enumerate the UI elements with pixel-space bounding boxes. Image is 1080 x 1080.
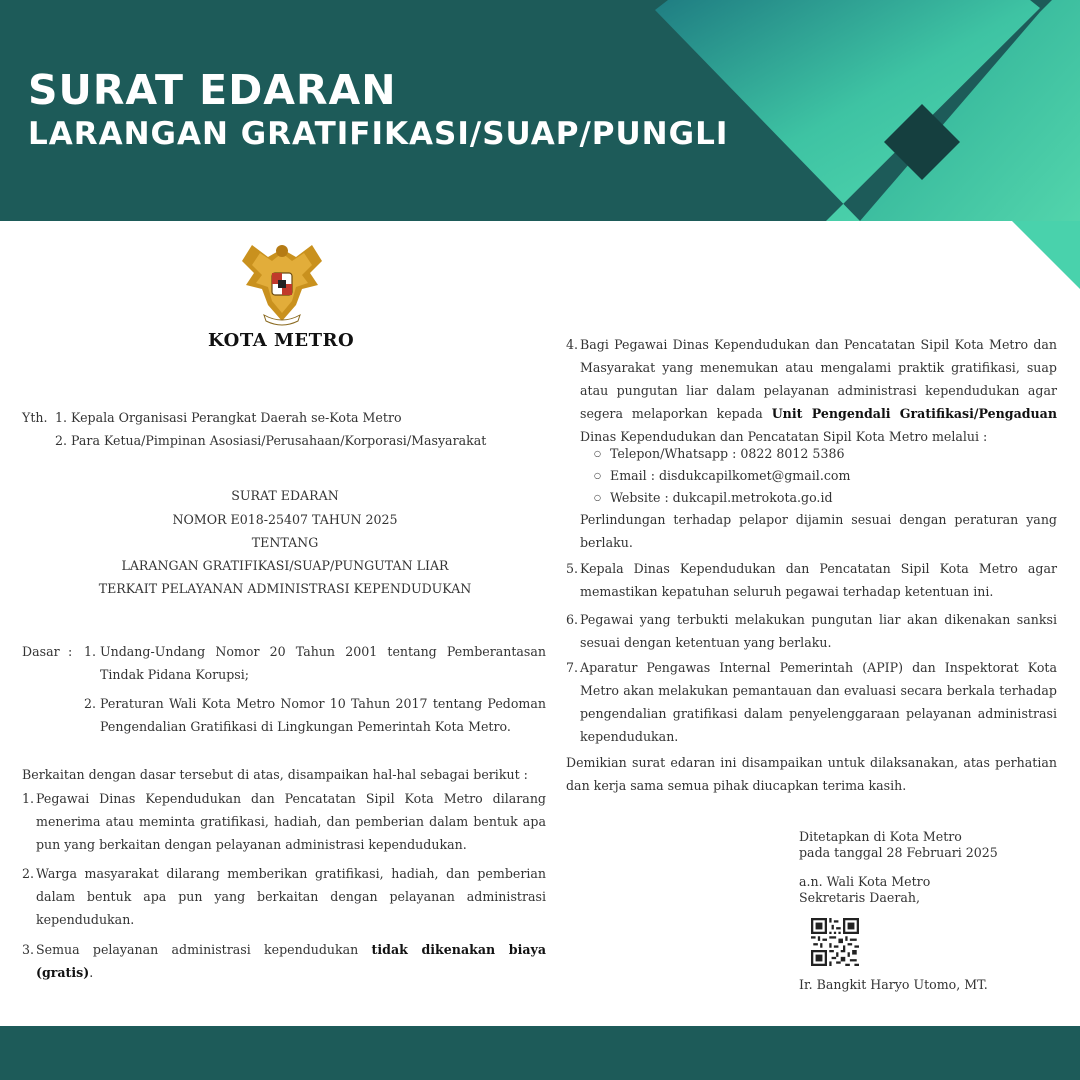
addressee-item: 2. Para Ketua/Pimpinan Asosiasi/Perusahaan/Korporasi/Masyarakat — [55, 433, 487, 448]
letterhead-city: KOTA METRO — [208, 330, 355, 351]
point-num: 7. — [566, 660, 579, 675]
point-num: 5. — [566, 561, 579, 576]
closing-text: Demikian surat edaran ini disampaikan untuk dilaksanakan, atas perhatian dan kerja sama semua pihak diucapkan terima kasih. — [566, 755, 1057, 793]
signature-name: Ir. Bangkit Haryo Utomo, MT. — [799, 977, 988, 992]
dasar-label: Dasar — [22, 644, 60, 659]
point-text-plain: . — [89, 965, 94, 980]
qr-code-icon — [811, 918, 859, 966]
signature-place: Ditetapkan di Kota Metro — [799, 829, 962, 844]
dasar-num: 2. — [84, 696, 97, 711]
addressee-prefix: Yth. — [22, 410, 48, 425]
letter-document — [0, 221, 1080, 1026]
point-text: Pegawai Dinas Kependudukan dan Pencatatan Sipil Kota Metro dilarang menerima atau meminta gratifikasi, hadiah, dan pemberian dalam bentuk apa pun yang berkaitan dengan pelayanan administrasi kependudukan. — [36, 791, 546, 852]
point-text: Pegawai yang terbukti melakukan pungutan liar akan dikenakan sanksi sesuai dengan ketentuan yang berlaku. — [580, 612, 1057, 650]
signature-on-behalf: a.n. Wali Kota Metro — [799, 874, 931, 889]
point-text — [580, 333, 1057, 448]
letter-subject: LARANGAN GRATIFIKASI/SUAP/PUNGUTAN LIAR — [121, 558, 449, 573]
point-num: 6. — [566, 612, 579, 627]
banner-subtitle: LARANGAN GRATIFIKASI/SUAP/PUNGLI — [28, 116, 729, 152]
letter-title-line: SURAT EDARAN — [231, 488, 339, 503]
contact-email: ○ Email : disdukcapilkomet@gmail.com — [610, 464, 850, 487]
contact-website: ○ Website : dukcapil.metrokota.go.id — [610, 486, 833, 509]
corner-decoration — [0, 221, 1080, 301]
point-text — [36, 938, 546, 984]
header-banner — [0, 0, 1080, 221]
reporter-protection: Perlindungan terhadap pelapor dijamin sesuai dengan peraturan yang berlaku. — [580, 512, 1057, 550]
signature-position: Sekretaris Daerah, — [799, 890, 920, 905]
intro-text: Berkaitan dengan dasar tersebut di atas, disampaikan hal-hal sebagai berikut : — [22, 767, 528, 782]
letter-number: NOMOR E018-25407 TAHUN 2025 — [172, 512, 398, 527]
letter-subject: TERKAIT PELAYANAN ADMINISTRASI KEPENDUDUKAN — [98, 581, 472, 596]
garuda-emblem-icon — [238, 239, 326, 329]
letter-title-line: TENTANG — [251, 535, 319, 550]
point-text-bold: Unit Pengendali Gratifikasi/Pengaduan — [771, 406, 1058, 421]
point-text: Warga masyarakat dilarang memberikan gratifikasi, hadiah, dan pemberian dalam bentuk apa pun yang berkaitan dengan pelayanan administrasi kependudukan. — [36, 866, 546, 927]
dasar-colon: : — [68, 644, 73, 659]
signature-date: pada tanggal 28 Februari 2025 — [799, 845, 998, 860]
point-num: 2. — [22, 866, 35, 881]
point-text-plain: Bagi Pegawai Dinas Kependudukan dan Pencatatan Sipil Kota Metro dan Masyarakat yang menemukan atau mengalami praktik gratifikasi, suap atau pungutan liar dalam pelayanan administrasi kependudukan agar segera melaporkan kepada — [580, 337, 1057, 421]
point-text-plain: Dinas Kependudukan dan Pencatatan Sipil Kota Metro melalui : — [580, 429, 988, 444]
point-text-plain: Semua pelayanan administrasi kependudukan — [36, 942, 372, 957]
contact-phone: ○ Telepon/Whatsapp : 0822 8012 5386 — [610, 442, 844, 465]
point-num: 1. — [22, 791, 35, 806]
point-num: 4. — [566, 337, 579, 352]
dasar-item: Peraturan Wali Kota Metro Nomor 10 Tahun 2017 tentang Pedoman Pengendalian Gratifikasi di Lingkungan Pemerintah Kota Metro. — [100, 696, 546, 734]
point-text: Kepala Dinas Kependudukan dan Pencatatan Sipil Kota Metro agar memastikan kepatuhan seluruh pegawai terhadap ketentuan ini. — [580, 561, 1057, 599]
addressee-item: 1. Kepala Organisasi Perangkat Daerah se-Kota Metro — [55, 410, 402, 425]
point-text-bold: tidak dikenakan biaya (gratis) — [36, 942, 546, 980]
footer-bar — [0, 1026, 1080, 1080]
dasar-item: Undang-Undang Nomor 20 Tahun 2001 tentang Pemberantasan Tindak Pidana Korupsi; — [100, 644, 546, 682]
point-text: Aparatur Pengawas Internal Pemerintah (APIP) dan Inspektorat Kota Metro akan melakukan pemantauan dan evaluasi secara berkala terhadap pengendalian gratifikasi dalam penyelenggaraan pelayanan administrasi kependudukan. — [580, 660, 1057, 744]
point-num: 3. — [22, 942, 35, 957]
dasar-num: 1. — [84, 644, 97, 659]
banner-title: SURAT EDARAN — [28, 66, 397, 114]
